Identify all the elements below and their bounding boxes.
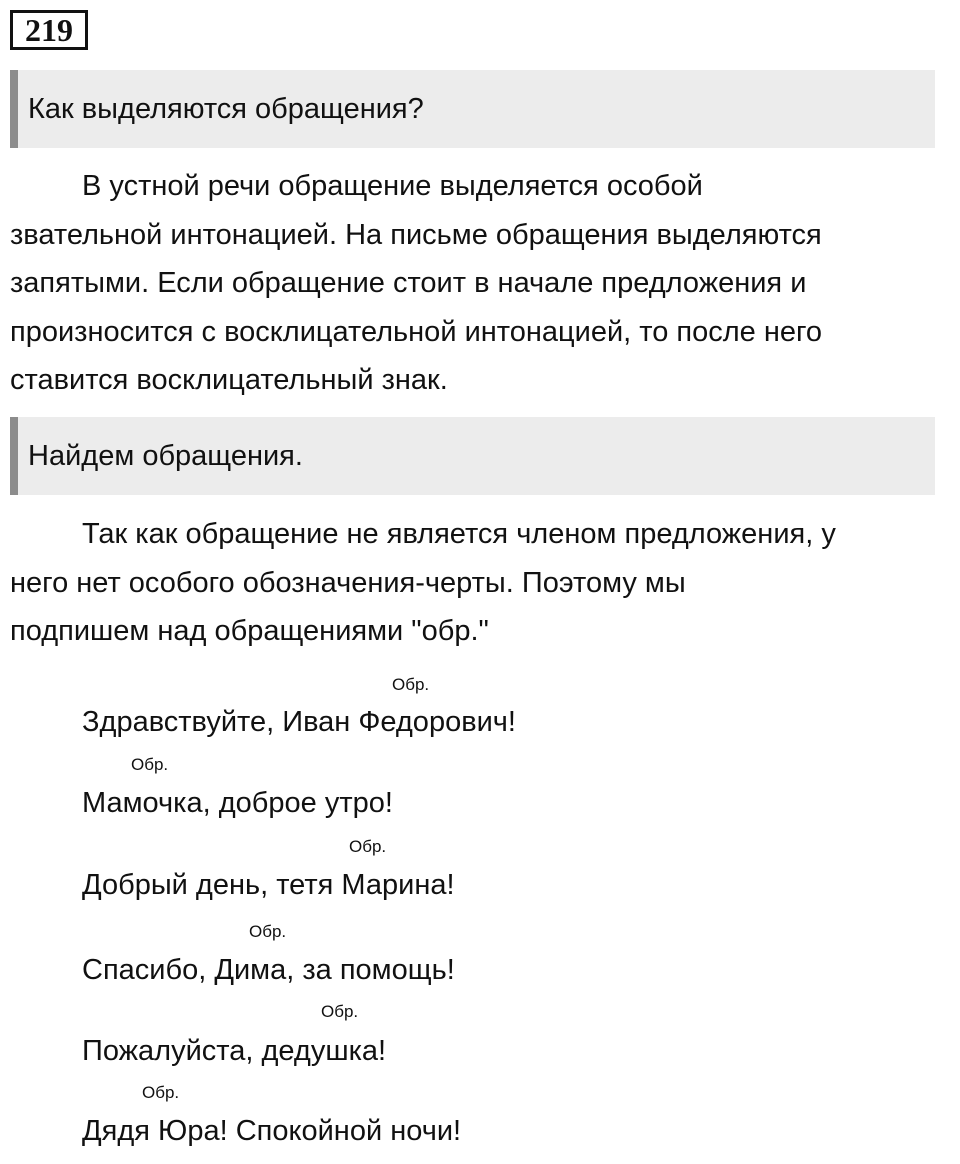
address-label: Обр.	[349, 837, 387, 856]
paragraph-line: Так как обращение не является членом предложения, у	[82, 518, 836, 550]
example-sentence: Спасибо, Дима, за помощь!	[82, 954, 455, 986]
example-sentence: Добрый день, тетя Марина!	[82, 869, 455, 901]
paragraph-line: звательной интонацией. На письме обращения выделяются	[10, 218, 822, 251]
address-label: Обр.	[142, 1083, 180, 1102]
address-label: Обр.	[392, 675, 430, 694]
section-header-find-addresses: Найдем обращения.	[10, 417, 935, 495]
example-sentence: Здравствуйте, Иван Федорович!	[82, 706, 516, 738]
paragraph-line: запятыми. Если обращение стоит в начале предложения и	[10, 267, 807, 299]
section-header-how-addresses-marked: Как выделяются обращения?	[10, 70, 935, 148]
explanation-paragraph	[10, 162, 945, 405]
paragraph-line: произносится с восклицательной интонацией, то после него	[10, 315, 823, 348]
example-sentence: Пожалуйста, дедушка!	[82, 1035, 387, 1067]
address-label: Обр.	[131, 755, 169, 774]
paragraph-line: него нет особого обозначения-черты. Поэтому мы	[10, 566, 686, 599]
paragraph-line: подпишем над обращениями "обр."	[10, 615, 489, 647]
instruction-paragraph	[10, 510, 945, 656]
paragraph-line: ставится восклицательный знак.	[10, 364, 448, 396]
address-label: Обр.	[321, 1002, 359, 1021]
example-sentence: Мамочка, доброе утро!	[82, 787, 393, 819]
paragraph-line: В устной речи обращение выделяется особой	[82, 170, 703, 202]
example-sentence: Дядя Юра! Спокойной ночи!	[82, 1115, 462, 1147]
address-label: Обр.	[249, 922, 287, 941]
task-number: 219	[10, 10, 88, 50]
